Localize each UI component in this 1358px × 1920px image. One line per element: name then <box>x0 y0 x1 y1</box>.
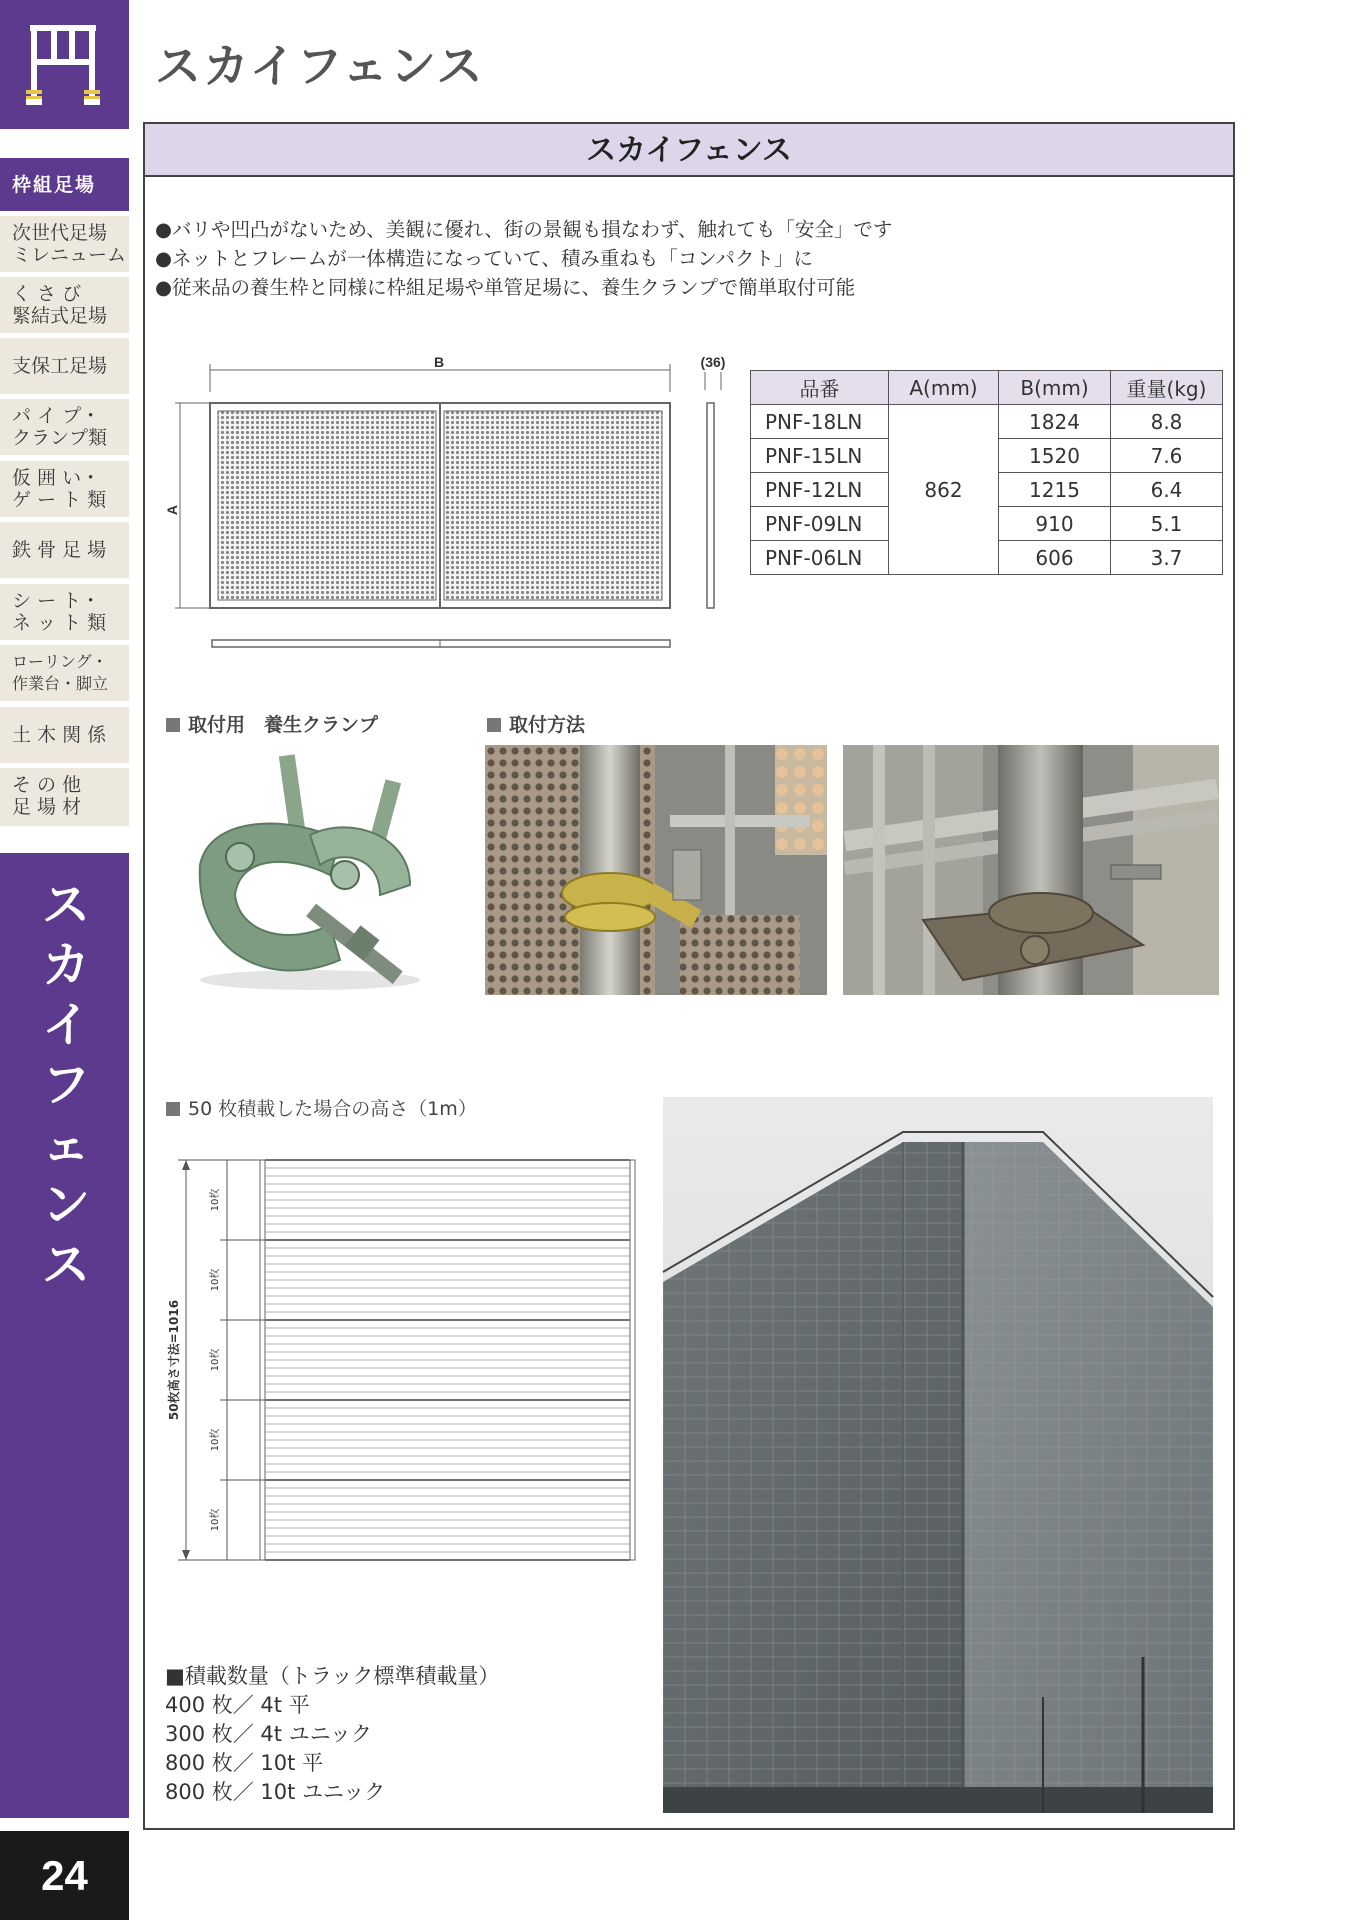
sidebar-item-label: 作業台・脚立 <box>12 674 109 693</box>
sidebar-item-label: 枠組足場 <box>12 174 97 196</box>
feature-item: ●ネットとフレームが一体構造になっていて、積み重ねも「コンパクト」に <box>155 247 813 270</box>
weight-cell: 8.8 <box>1111 405 1223 439</box>
sidebar-item-enclosure-gate[interactable] <box>0 461 129 517</box>
load-item: 800 枚／ 10t ユニック <box>165 1780 386 1804</box>
group-count-label: 10枚 <box>210 1188 221 1212</box>
part-number-cell: PNF-15LN <box>751 439 889 473</box>
clamp-section-label <box>166 710 378 737</box>
stack-diagram <box>167 1150 640 1570</box>
sidebar-item-label: く さ び <box>12 283 82 305</box>
sidebar-item-steel-scaffold[interactable] <box>0 522 129 578</box>
panel-header: スカイフェンス <box>145 124 1233 177</box>
sidebar-item-label: ネ ッ ト 類 <box>12 612 107 634</box>
sidebar-item-label: 土 木 関 係 <box>12 724 107 746</box>
a-value-cell: 862 <box>889 405 999 575</box>
feature-list <box>155 215 892 302</box>
stack-side-frame <box>630 1160 635 1560</box>
installation-photo-2 <box>843 745 1219 995</box>
weight-cell: 7.6 <box>1111 439 1223 473</box>
square-bullet-icon <box>166 718 180 732</box>
table-row <box>751 405 1223 439</box>
stack-height-label: 50枚高さ寸法=1016 <box>167 1299 181 1421</box>
load-item: 800 枚／ 10t 平 <box>165 1751 324 1775</box>
b-value-cell: 1824 <box>999 405 1111 439</box>
page-title: スカイフェンス <box>155 39 485 93</box>
load-capacity-list <box>165 1662 499 1807</box>
sidebar-item-millennium[interactable] <box>0 216 129 272</box>
sidebar-item-label: ローリング・ <box>12 652 108 671</box>
sidebar-item-other[interactable] <box>0 768 129 826</box>
col-header: 品番 <box>751 371 889 405</box>
dimension-a-label: A <box>164 504 180 516</box>
clamp-section-text: 取付用 養生クランプ <box>188 714 379 736</box>
fence-drawing <box>165 350 745 660</box>
sidebar <box>0 0 129 1920</box>
group-count-label: 10枚 <box>210 1348 221 1372</box>
square-bullet-icon <box>166 1102 180 1116</box>
stack-section-label <box>166 1094 477 1121</box>
group-count-label: 10枚 <box>210 1428 221 1452</box>
load-item: 300 枚／ 4t ユニック <box>165 1722 372 1746</box>
part-number-cell: PNF-12LN <box>751 473 889 507</box>
group-count-label: 10枚 <box>210 1268 221 1292</box>
stack-section-text: 50 枚積載した場合の高さ（1m） <box>188 1098 477 1120</box>
clamp-photo <box>180 745 445 1000</box>
col-header: 重量(kg) <box>1111 371 1223 405</box>
weight-cell: 6.4 <box>1111 473 1223 507</box>
load-item: 400 枚／ 4t 平 <box>165 1693 310 1717</box>
b-value-cell: 606 <box>999 541 1111 575</box>
dimension-depth-label: (36) <box>700 354 726 370</box>
sidebar-item-label: ゲ ー ト 類 <box>12 489 107 511</box>
scaffold-icon <box>0 0 129 129</box>
col-header: A(mm) <box>889 371 999 405</box>
feature-item: ●バリや凹凸がないため、美観に優れ、街の景観も損なわず、触れても「安全」です <box>155 218 893 241</box>
load-title: ■積載数量（トラック標準積載量） <box>165 1664 500 1688</box>
method-section-label <box>487 710 585 737</box>
sidebar-item-label: 次世代足場 <box>12 222 108 244</box>
col-header: B(mm) <box>999 371 1111 405</box>
scaffold-logo <box>0 0 129 129</box>
stack-side-frame <box>260 1160 265 1560</box>
sidebar-item-label: 支保工足場 <box>12 355 108 377</box>
feature-item: ●従来品の養生枠と同様に枠組足場や単管足場に、養生クランプで簡単取付可能 <box>155 276 856 299</box>
b-value-cell: 910 <box>999 507 1111 541</box>
sidebar-item-wedge-scaffold[interactable] <box>0 277 129 333</box>
sidebar-item-civil[interactable] <box>0 707 129 763</box>
sidebar-vertical-title <box>0 853 129 1818</box>
sidebar-item-label: 鉄 骨 足 場 <box>12 539 107 561</box>
sidebar-item-label: 足 場 材 <box>12 796 82 818</box>
page-number: 24 <box>0 1831 129 1920</box>
sidebar-item-label: シ ー ト・ <box>12 590 101 612</box>
weight-cell: 5.1 <box>1111 507 1223 541</box>
sidebar-item-label: パ イ プ・ <box>12 405 101 427</box>
method-section-text: 取付方法 <box>509 714 586 736</box>
sidebar-item-sheet-net[interactable] <box>0 584 129 640</box>
sidebar-item-rolling-ladder[interactable] <box>0 645 129 701</box>
sidebar-item-shoring[interactable] <box>0 338 129 394</box>
sidebar-item-frame-scaffold[interactable] <box>0 158 129 211</box>
building-photo <box>663 1097 1213 1813</box>
sidebar-item-pipe-clamp[interactable] <box>0 399 129 455</box>
weight-cell: 3.7 <box>1111 541 1223 575</box>
table-header-row <box>751 371 1223 405</box>
sidebar-item-label: 緊結式足場 <box>12 305 108 327</box>
square-bullet-icon <box>487 718 501 732</box>
sidebar-item-label: そ の 他 <box>12 774 82 796</box>
part-number-cell: PNF-09LN <box>751 507 889 541</box>
sidebar-item-label: ミレニューム <box>12 244 127 266</box>
b-value-cell: 1215 <box>999 473 1111 507</box>
sidebar-item-label: 仮 囲 い・ <box>12 467 101 489</box>
part-number-cell: PNF-18LN <box>751 405 889 439</box>
part-number-cell: PNF-06LN <box>751 541 889 575</box>
sidebar-item-label: クランプ類 <box>12 427 108 449</box>
dimension-b-label: B <box>433 354 445 370</box>
b-value-cell: 1520 <box>999 439 1111 473</box>
group-count-label: 10枚 <box>210 1508 221 1532</box>
spec-table <box>750 370 1223 575</box>
vertical-title-text: スカイフェンス <box>41 877 90 1293</box>
installation-photo-1 <box>485 745 827 995</box>
